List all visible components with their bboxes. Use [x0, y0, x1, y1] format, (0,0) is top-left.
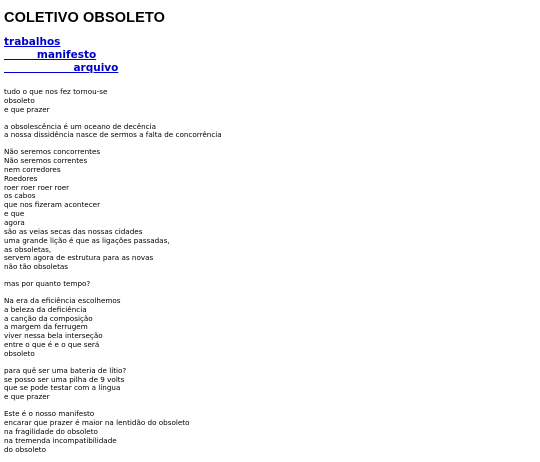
manifesto-line: que se pode testar com a língua: [4, 383, 121, 393]
manifesto-line: Roedores: [4, 173, 38, 183]
manifesto-line: tudo o que nos fez tornou-se: [4, 87, 108, 96]
manifesto-stanza: [4, 88, 536, 115]
manifesto-line: e que prazer: [4, 104, 50, 114]
manifesto-stanza: [4, 297, 536, 359]
manifesto-line: para quê ser uma bateria de lítio?: [4, 365, 127, 375]
manifesto-line: que nos fizeram acontecer: [4, 200, 101, 210]
nav-link-manifesto[interactable]: manifesto: [4, 49, 97, 61]
manifesto-line: a nossa dissidência nasce de sermos a falta de concorrência: [4, 130, 222, 140]
manifesto-line: a margem da ferrugem: [4, 322, 88, 332]
page: [4, 10, 536, 462]
manifesto-stanza: [4, 367, 536, 402]
manifesto-text: [4, 88, 536, 454]
manifesto-line: Não seremos concorrentes: [4, 147, 101, 157]
manifesto-line: Este é o nosso manifesto: [4, 409, 95, 419]
manifesto-line: servem agora de estrutura para as novas: [4, 253, 154, 263]
manifesto-line: Na era da eficiência escolhemos: [4, 295, 121, 305]
manifesto-stanza: [4, 123, 536, 141]
manifesto-line: se posso ser uma pilha de 9 volts: [4, 374, 125, 384]
manifesto-line: viver nessa bela interseção: [4, 331, 103, 341]
manifesto-line: Não seremos correntes: [4, 156, 88, 166]
manifesto-line: são as veias secas das nossas cidades: [4, 226, 143, 236]
manifesto-line: uma grande lição é que as ligações passadas,: [4, 235, 170, 245]
manifesto-stanza: [4, 280, 536, 289]
manifesto-line: não tão obsoletas: [4, 262, 69, 272]
manifesto-line: os cabos: [4, 191, 36, 201]
manifesto-line: obsoleto: [4, 348, 35, 358]
manifesto-line: a obsolescência é um oceano de decência: [4, 121, 157, 131]
manifesto-line: entre o que é e o que será: [4, 340, 100, 350]
manifesto-line: mas por quanto tempo?: [4, 279, 91, 289]
manifesto-line: a beleza da deficiência: [4, 304, 87, 314]
manifesto-line: na tremenda incompatibilidade: [4, 435, 117, 445]
manifesto-line: a canção da composição: [4, 313, 93, 323]
manifesto-line: obsoleto: [4, 95, 35, 105]
manifesto-line: na fragilidade do obsoleto: [4, 426, 98, 436]
nav-link-trabalhos[interactable]: trabalhos: [4, 36, 61, 48]
main-nav: [4, 36, 536, 75]
manifesto-line: nem corredores: [4, 164, 61, 174]
nav-link-arquivo[interactable]: arquivo: [4, 62, 119, 74]
manifesto-line: encarar que prazer é maior na lentidão do obsoleto: [4, 418, 190, 427]
manifesto-line: agora: [4, 217, 25, 227]
manifesto-line: roer roer roer roer: [4, 182, 70, 192]
manifesto-line: as obsoletas,: [4, 244, 52, 254]
manifesto-line: e que: [4, 209, 25, 219]
manifesto-line: e que prazer: [4, 392, 50, 402]
site-title: COLETIVO OBSOLETO: [4, 10, 165, 26]
manifesto-stanza: [4, 410, 536, 454]
manifesto-line: do obsoleto: [4, 444, 46, 454]
manifesto-stanza: [4, 148, 536, 272]
